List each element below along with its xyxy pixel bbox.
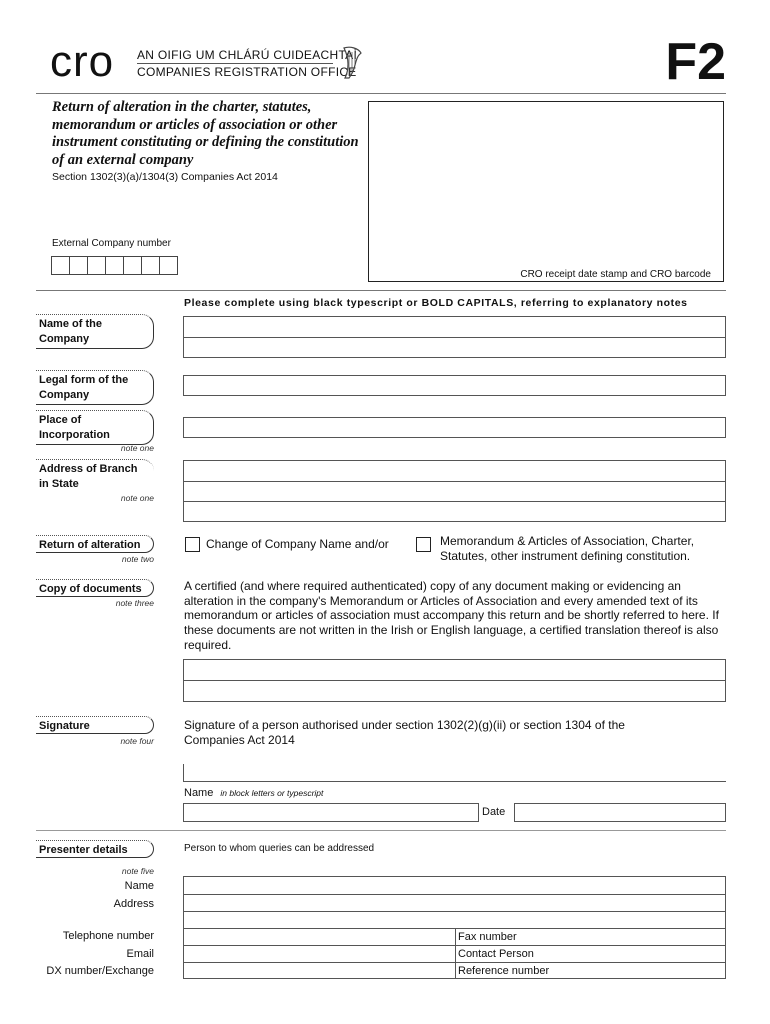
name-label — [184, 787, 323, 799]
form-section-reference: Section 1302(3)(a)/1304(3) Companies Act 2014 — [52, 171, 278, 183]
contact-person-input[interactable]: Contact Person — [458, 948, 534, 960]
signature-line[interactable] — [183, 764, 726, 782]
signature-note: note four — [120, 736, 154, 746]
fax-number-input[interactable]: Fax number — [458, 931, 517, 943]
copy-note: note three — [115, 598, 154, 608]
legal-form-label: Legal form of the Company — [36, 370, 154, 405]
office-name-irish: AN OIFIG UM CHLÁRÚ CUIDEACHTAÍ — [137, 48, 358, 62]
presenter-name-label: Name — [124, 880, 154, 892]
branch-address-field[interactable] — [183, 460, 726, 522]
queries-label: Person to whom queries can be addressed — [184, 843, 375, 854]
presenter-row-email — [184, 946, 725, 963]
receipt-stamp-box — [368, 101, 724, 282]
divider — [36, 830, 726, 831]
harp-icon — [340, 45, 364, 81]
email-input[interactable] — [184, 946, 456, 962]
return-note: note two — [121, 554, 154, 564]
cro-logo: cro — [50, 37, 115, 86]
telephone-input[interactable] — [184, 929, 456, 945]
instructions: Please complete using black typescript or BOLD CAPITALS, referring to explanatory notes — [184, 297, 688, 309]
memorandum-label-line2: Statutes, other instrument defining constitution. — [440, 548, 691, 563]
header-divider — [36, 93, 726, 94]
date-label: Date — [482, 806, 506, 818]
external-company-number-label: External Company number — [52, 238, 171, 249]
external-company-number-input[interactable] — [52, 256, 178, 275]
presenter-email-label: Email — [126, 948, 154, 960]
memorandum-label-line1: Memorandum & Articles of Association, Charter, — [440, 534, 695, 548]
return-of-alteration-label: Return of alteration — [36, 535, 154, 553]
branch-address-label: Address of Branch in State — [36, 459, 154, 494]
office-name — [137, 48, 357, 79]
reference-number-input[interactable]: Reference number — [458, 965, 550, 977]
signature-label: Signature — [36, 716, 154, 734]
copy-of-documents-label: Copy of documents — [36, 579, 154, 597]
name-hint: in block letters or typescript — [220, 788, 324, 798]
legal-form-field[interactable] — [183, 375, 726, 396]
place-note: note one — [120, 443, 154, 453]
divider — [36, 290, 726, 291]
presenter-note: note five — [121, 866, 154, 876]
memorandum-checkbox[interactable] — [416, 537, 431, 552]
copy-of-documents-text: A certified (and where required authenticated) copy of any document making or evidencing an alteration in the company's Memorandum or Articles of Association and every amended text of its memorandum or articles of association must accompany this return and be shortly referred to here. If these documents are not written in the Irish or English language, a certified translation thereof is also required. — [184, 579, 719, 652]
presenter-address-input-2[interactable] — [184, 912, 725, 929]
presenter-row-telephone — [184, 929, 725, 946]
form-title: Return of alteration in the charter, statutes, memorandum or articles of association or other instrument constituting or defining the constitution of an external company — [52, 99, 359, 168]
presenter-details-label: Presenter details — [36, 840, 154, 858]
presenter-dx-label: DX number/Exchange — [46, 965, 154, 977]
company-name-field[interactable] — [183, 316, 726, 358]
signature-text: Signature of a person authorised under section 1302(2)(g)(ii) or section 1304 of the Companies Act 2014 — [184, 718, 625, 747]
documents-reference-field[interactable] — [183, 659, 726, 702]
memorandum-label — [440, 534, 694, 563]
presenter-name-input[interactable] — [184, 877, 725, 895]
place-of-incorporation-field[interactable] — [183, 417, 726, 438]
presenter-details-grid — [183, 876, 726, 979]
dx-input[interactable] — [184, 963, 456, 978]
presenter-telephone-label: Telephone number — [62, 930, 154, 942]
stamp-caption: CRO receipt date stamp and CRO barcode — [520, 269, 711, 280]
presenter-address-label: Address — [113, 898, 154, 910]
address-note: note one — [120, 493, 154, 503]
form-code: F2 — [665, 33, 726, 91]
change-of-name-checkbox[interactable] — [185, 537, 200, 552]
office-name-english: COMPANIES REGISTRATION OFFICE — [137, 65, 357, 79]
presenter-address-input-1[interactable] — [184, 895, 725, 912]
place-of-incorporation-label: Place of Incorporation — [36, 410, 154, 445]
presenter-row-dx — [184, 963, 725, 978]
signatory-name-input[interactable] — [183, 803, 479, 822]
company-name-label: Name of the Company — [36, 314, 154, 349]
change-of-name-label: Change of Company Name and/or — [206, 537, 389, 551]
name-label-text: Name — [184, 787, 214, 799]
date-input[interactable] — [514, 803, 726, 822]
